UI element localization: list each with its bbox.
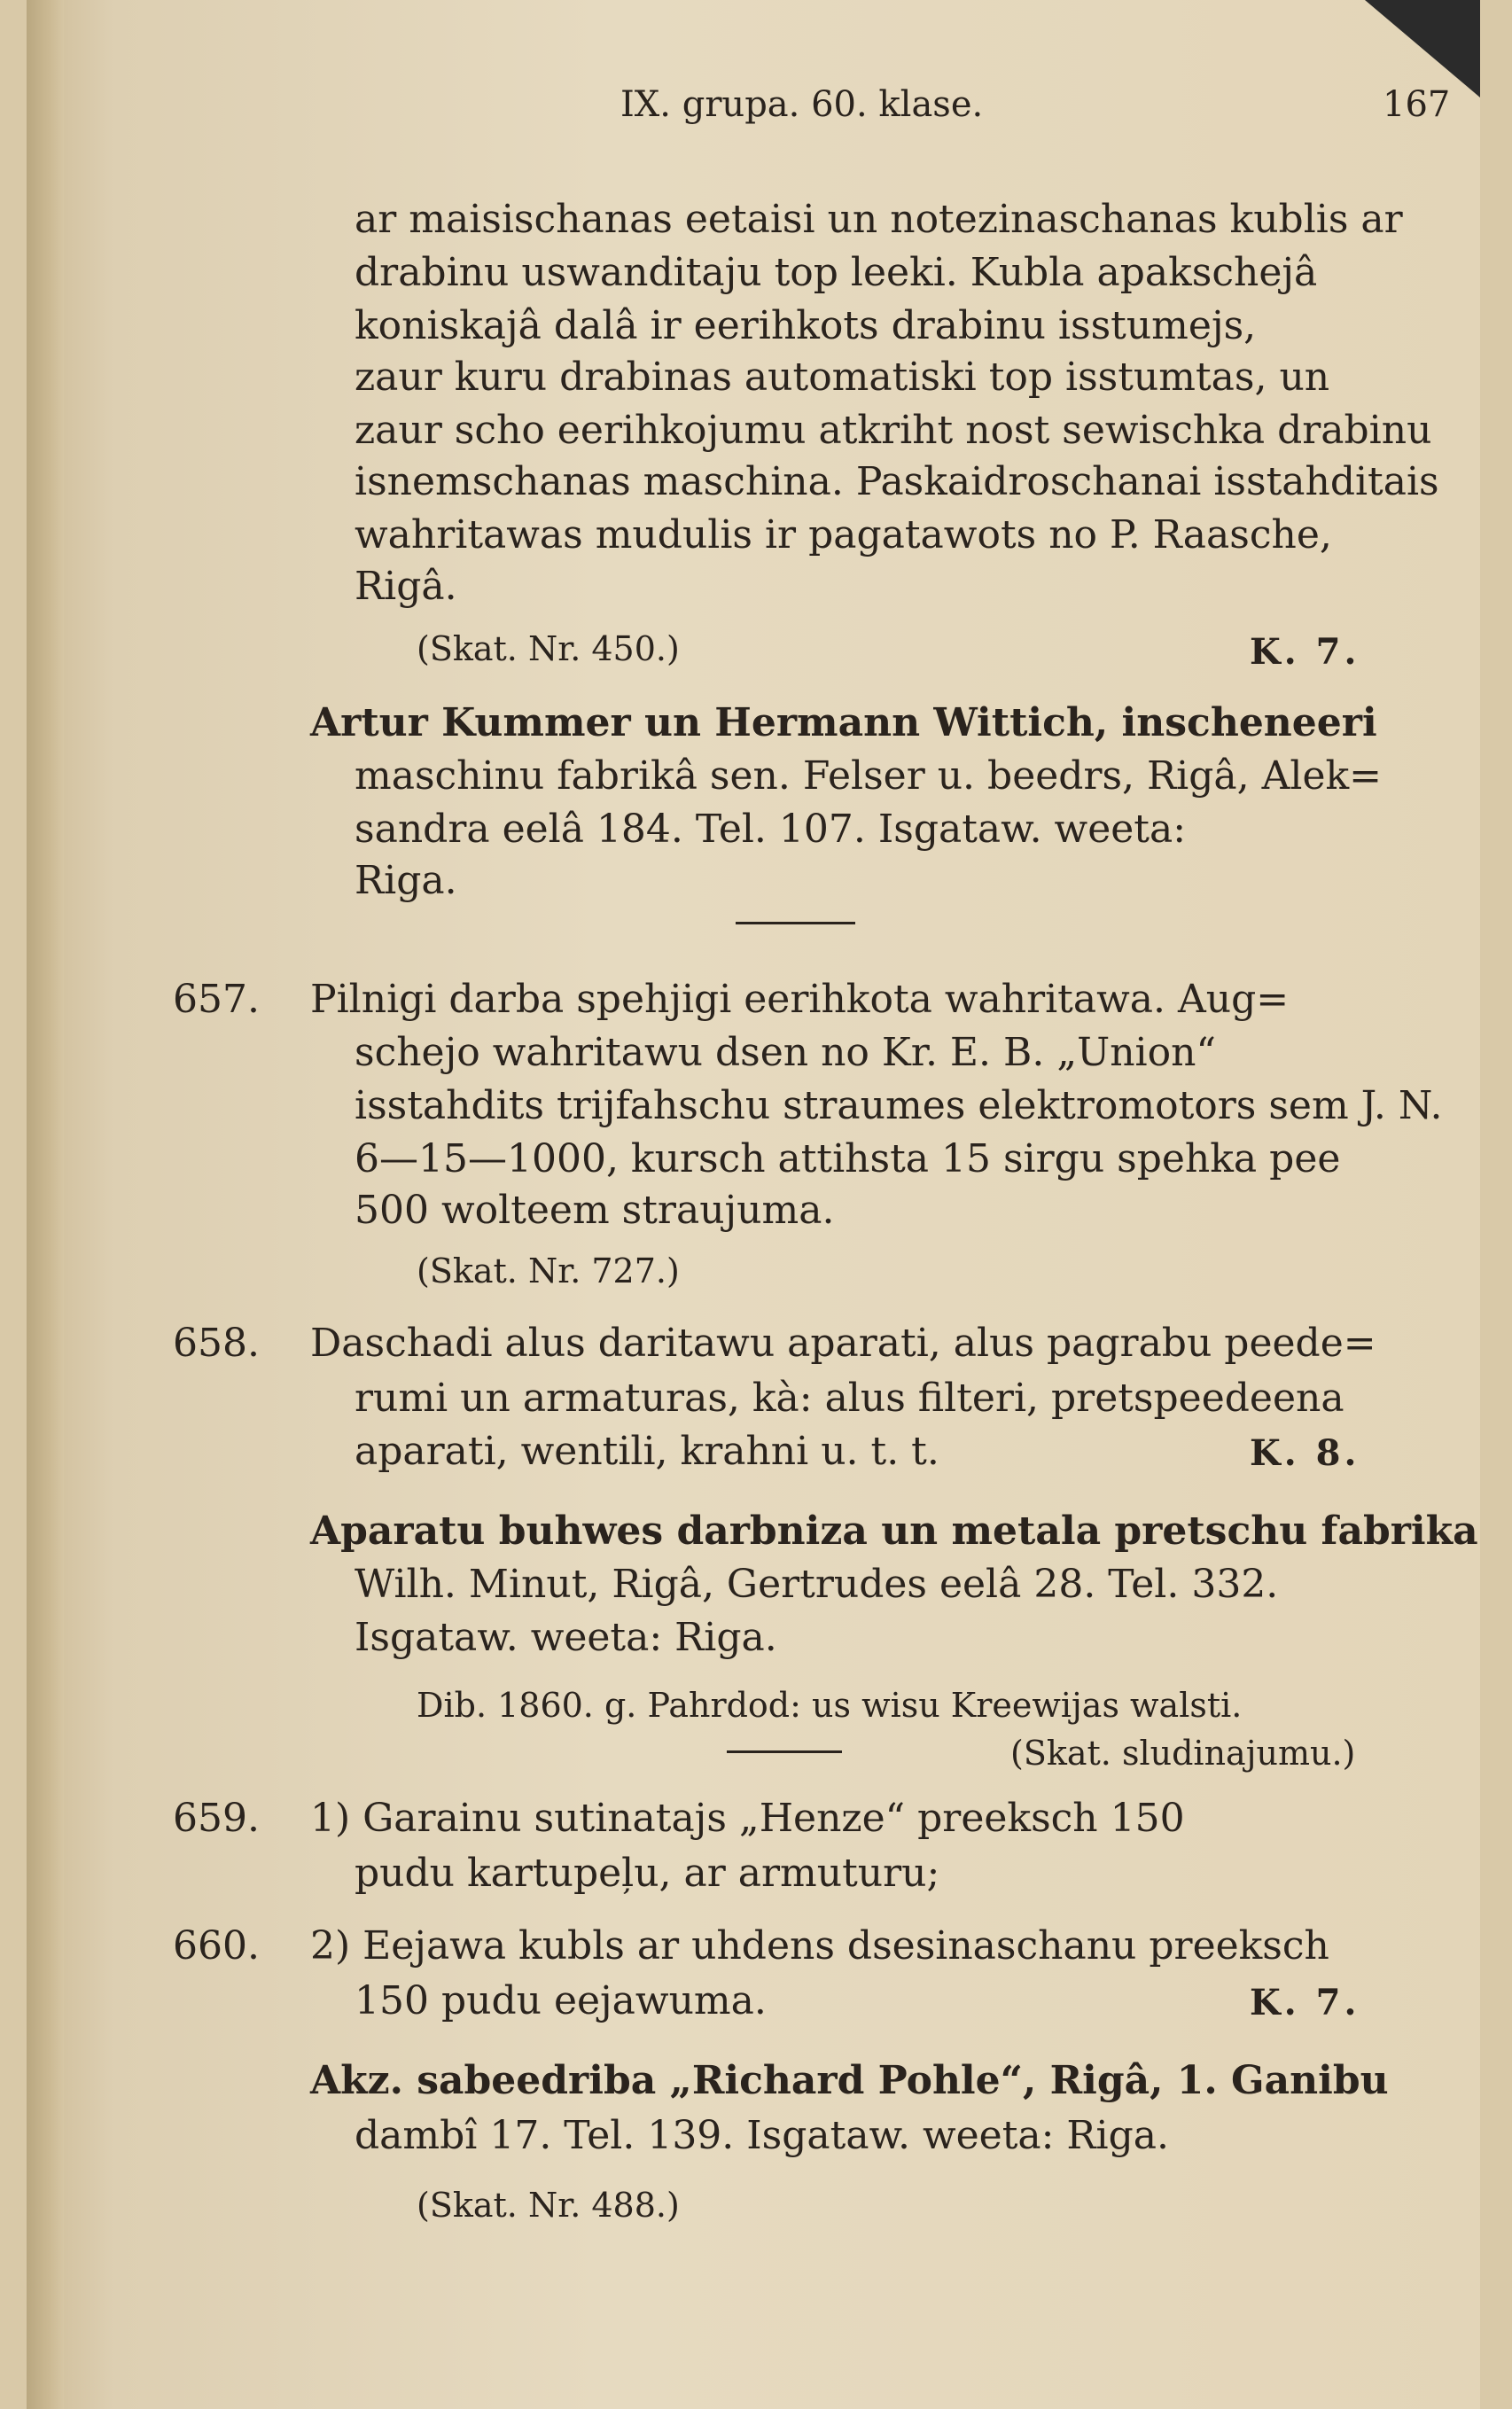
class-mark: K. 7. [1250, 1982, 1360, 2023]
text-line: Wilh. Minut, Rigâ, Gertrudes eelâ 28. Tel. 332. [355, 1562, 1279, 1607]
text-line: Riga. [355, 858, 457, 903]
founding-note: Dib. 1860. g. Pahrdod: us wisu Kreewijas walsti. [417, 1686, 1243, 1725]
text-line: Rigâ. [355, 564, 457, 609]
text-line: drabinu uswanditaju top leeki. Kubla apakschejâ [355, 250, 1318, 295]
text-line: Isgataw. weeta: Riga. [355, 1615, 777, 1660]
text-line: maschinu fabrikâ sen. Felser u. beedrs, Rigâ, Alek= [355, 753, 1383, 799]
text-line: wahritawas mudulis ir pagatawots no P. Raasche, [355, 512, 1332, 557]
firm-name-line: Artur Kummer un Hermann Wittich, inscheneeri [310, 700, 1377, 745]
class-mark: K. 7. [1250, 631, 1360, 673]
text-line: isstahdits trijfahschu straumes elektromotors sem J. N. [355, 1083, 1443, 1128]
catalog-reference: (Skat. Nr. 488.) [417, 2186, 680, 2225]
firm-name-line: Aparatu buhwes darbniza un metala pretschu fabrika [310, 1509, 1478, 1554]
text-line: ar maisischanas eetaisi un notezinaschanas kublis ar [355, 197, 1403, 242]
section-divider [727, 1750, 842, 1753]
catalog-reference: (Skat. Nr. 450.) [417, 629, 680, 668]
text-line: dambî 17. Tel. 139. Isgataw. weeta: Riga. [355, 2113, 1170, 2158]
text-line: pudu kartupeļu, ar armuturu; [355, 1851, 940, 1896]
item-number: 657. [173, 977, 260, 1022]
text-line: 1) Garainu sutinatajs „Henze“ preeksch 150 [310, 1796, 1185, 1841]
text-line: aparati, wentili, krahni u. t. t. [355, 1429, 939, 1474]
text-line: zaur kuru drabinas automatiski top isstumtas, un [355, 355, 1330, 400]
text-line: Pilnigi darba spehjigi eerihkota wahritawa. Aug= [310, 977, 1290, 1022]
firm-name-line: Akz. sabeedriba „Richard Pohle“, Rigâ, 1. Ganibu [310, 2058, 1389, 2103]
page-corner [1365, 0, 1480, 97]
text-line: 2) Eejawa kubls ar uhdens dsesinaschanu preeksch [310, 1923, 1329, 1969]
text-line: zaur scho eerihkojumu atkriht nost sewischka drabinu [355, 408, 1432, 453]
catalog-reference: (Skat. sludinajumu.) [1010, 1734, 1356, 1773]
text-line: schejo wahritawu dsen no Kr. E. B. „Union“ [355, 1030, 1216, 1075]
text-line: 6—15—1000, kursch attihsta 15 sirgu spehka pee [355, 1136, 1341, 1181]
text-line: koniskajâ dalâ ir eerihkots drabinu isstumejs, [355, 303, 1257, 348]
item-number: 660. [173, 1923, 260, 1969]
section-divider [736, 922, 855, 924]
item-number: 659. [173, 1796, 260, 1841]
running-header: IX. grupa. 60. klase. [620, 84, 984, 125]
text-line: 500 wolteem straujuma. [355, 1188, 835, 1233]
page-spine-shadow [27, 0, 64, 2409]
item-number: 658. [173, 1321, 260, 1366]
text-line: isnemschanas maschina. Paskaidroschanai isstahditais [355, 459, 1439, 504]
class-mark: K. 8. [1250, 1432, 1360, 1474]
catalog-reference: (Skat. Nr. 727.) [417, 1251, 680, 1290]
text-line: 150 pudu eejawuma. [355, 1978, 767, 2023]
text-line: sandra eelâ 184. Tel. 107. Isgataw. weeta: [355, 807, 1187, 852]
book-page [27, 0, 1480, 2409]
page-number: 167 [1383, 84, 1451, 125]
text-line: rumi un armaturas, kà: alus filteri, pretspeedeena [355, 1376, 1344, 1421]
text-line: Daschadi alus daritawu aparati, alus pagrabu peede= [310, 1321, 1376, 1366]
